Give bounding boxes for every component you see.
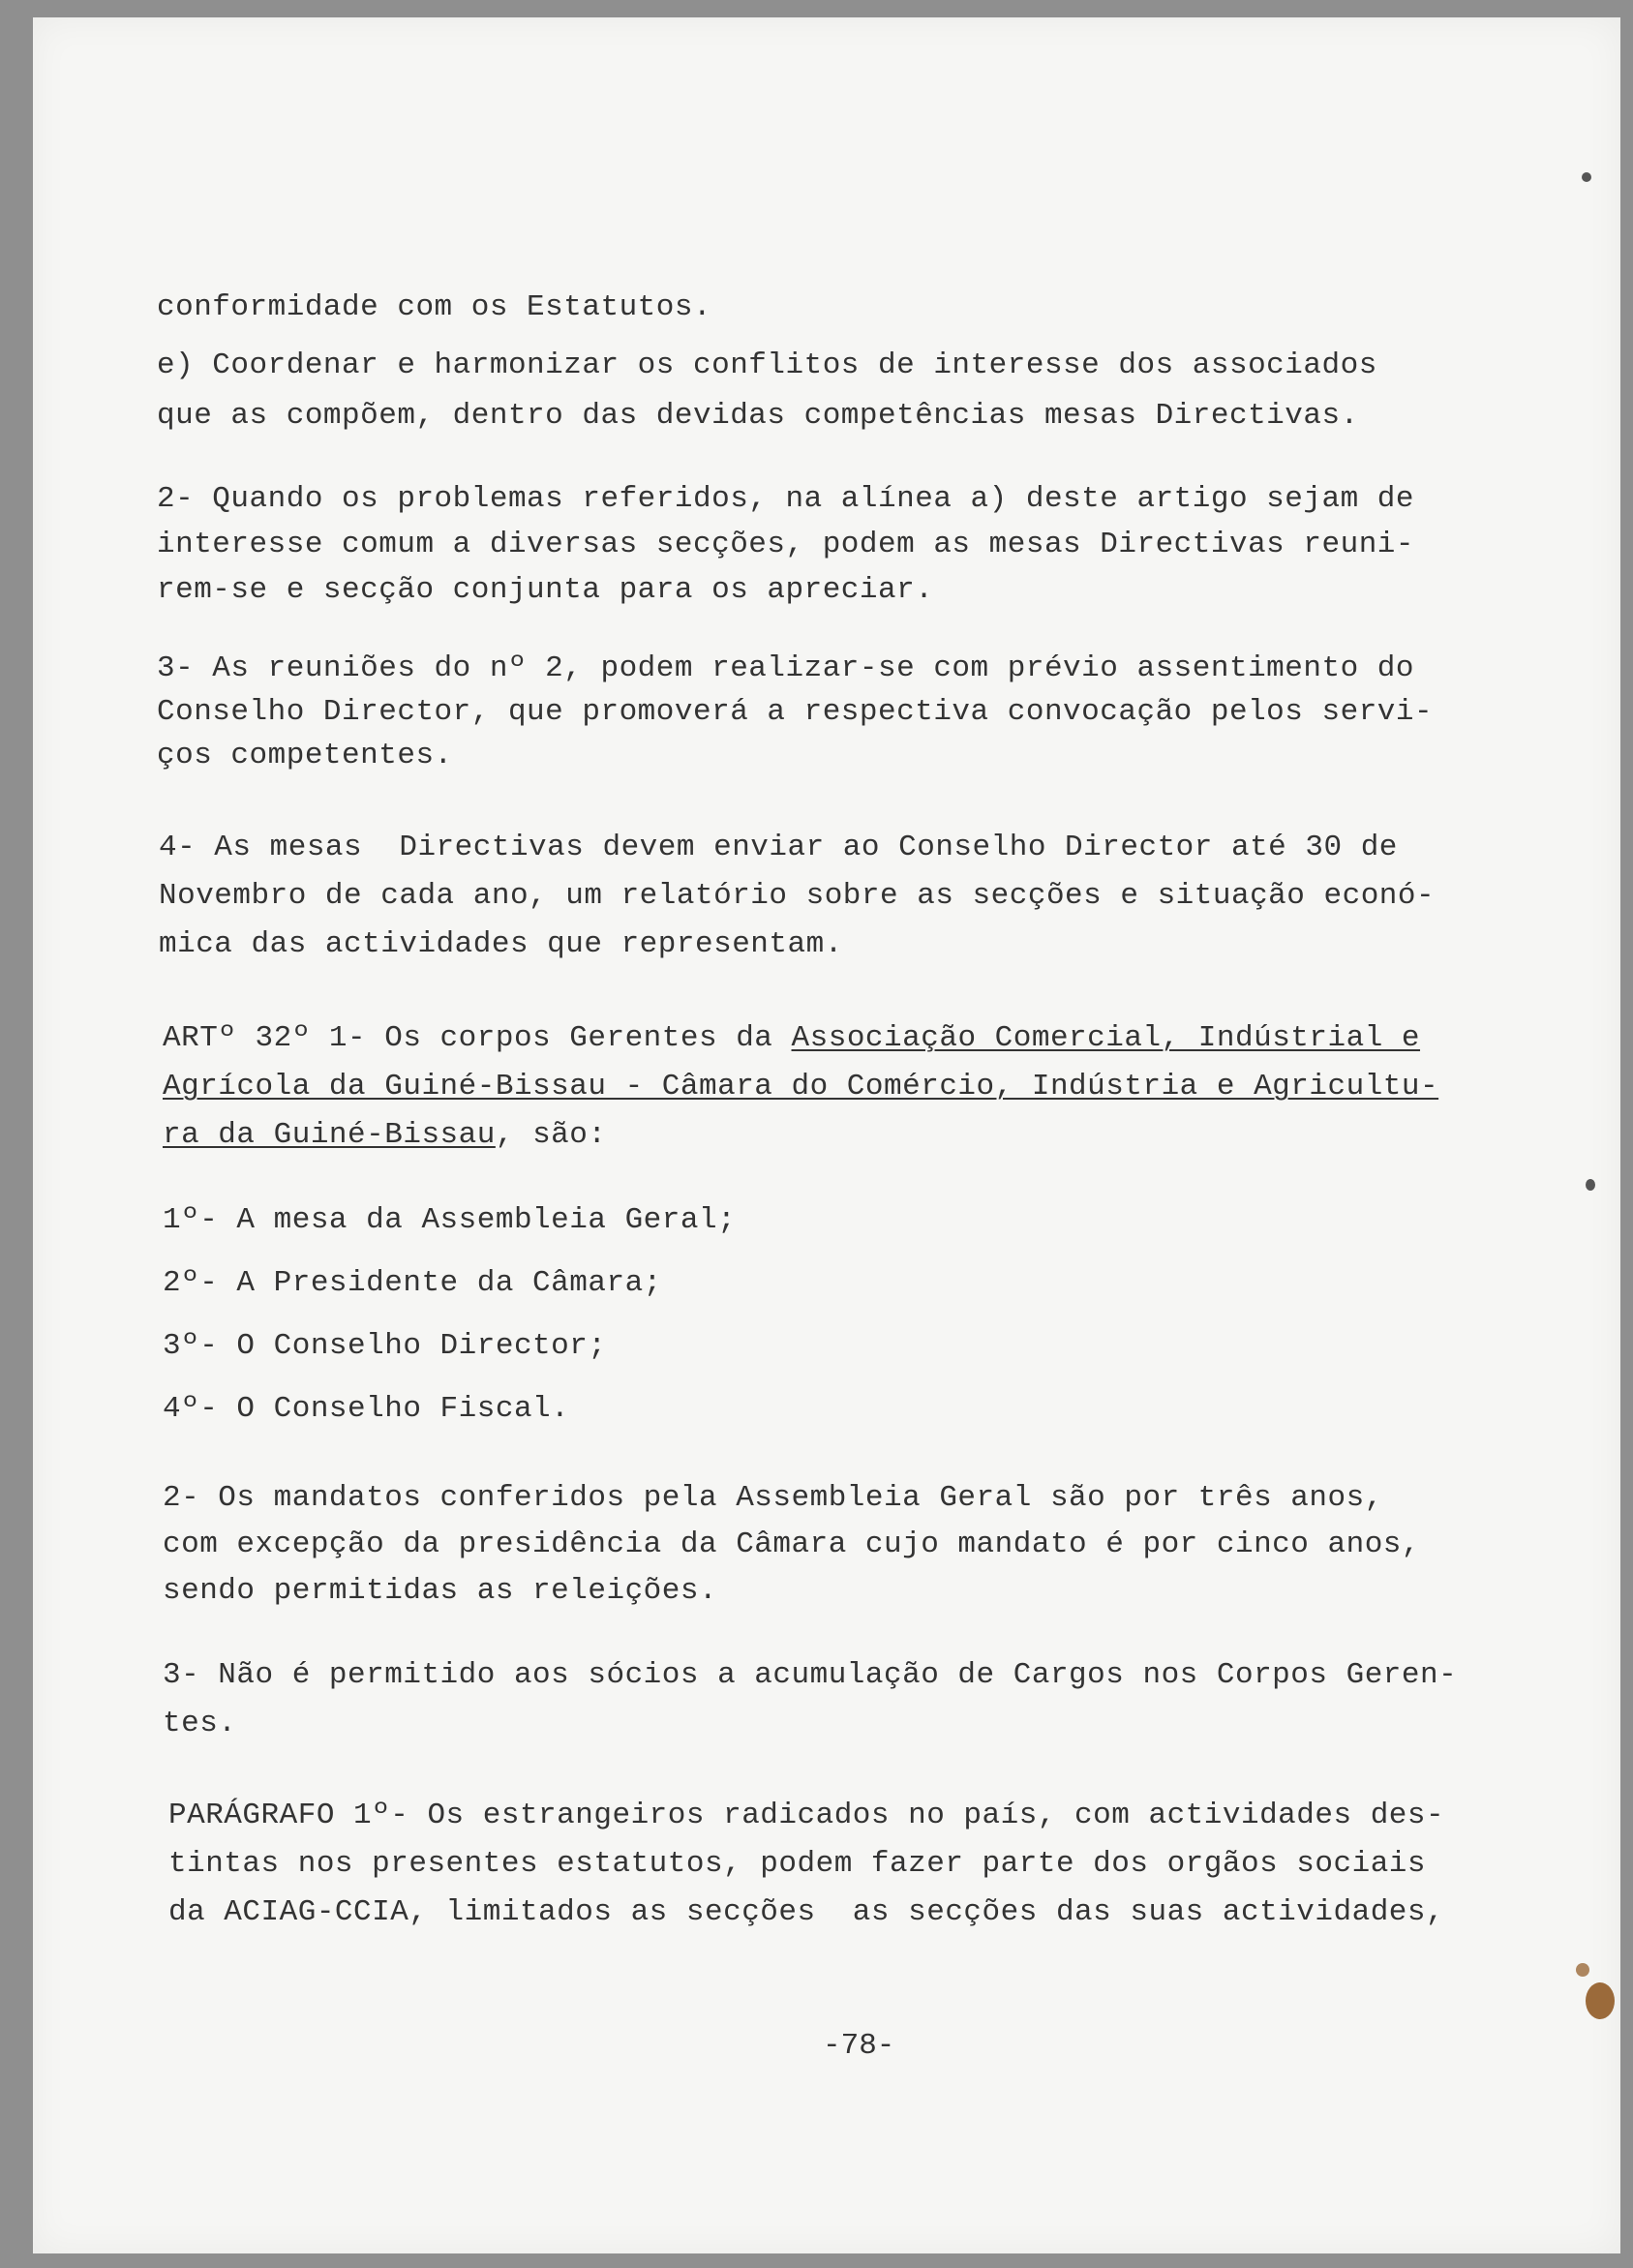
text-line: 3- As reuniões do nº 2, podem realizar-se com prévio assentimento do — [157, 651, 1415, 685]
stain-mark — [1586, 1982, 1615, 2019]
list-item: 1º- A mesa da Assembleia Geral; — [163, 1203, 737, 1237]
page-number: -78- — [823, 2029, 895, 2063]
text-line: Novembro de cada ano, um relatório sobre as secções e situação econó- — [159, 879, 1436, 913]
text-line: PARÁGRAFO 1º- Os estrangeiros radicados no país, com actividades des- — [168, 1799, 1445, 1832]
organization-name: Associação Comercial, Indústrial e — [791, 1021, 1421, 1055]
text-line: tes. — [163, 1707, 237, 1740]
text-line: 3- Não é permitido aos sócios a acumulação de Cargos nos Corpos Geren- — [163, 1658, 1458, 1692]
text-line: da ACIAG-CCIA, limitados as secções as secções das suas actividades, — [168, 1895, 1445, 1929]
article-heading-line — [163, 1118, 606, 1152]
text-line: mica das actividades que representam. — [159, 927, 843, 961]
list-item: 3º- O Conselho Director; — [163, 1329, 607, 1363]
article-heading-line — [163, 1021, 1420, 1055]
text-line: tintas nos presentes estatutos, podem fazer parte dos orgãos sociais — [168, 1847, 1427, 1881]
organization-name-end: ra da Guiné-Bissau — [163, 1118, 496, 1152]
organization-name-continued: Agrícola da Guiné-Bissau - Câmara do Comércio, Indústria e Agricultu- — [163, 1070, 1439, 1104]
text-line: conformidade com os Estatutos. — [157, 290, 712, 324]
text-line: que as compõem, dentro das devidas competências mesas Directivas. — [157, 399, 1359, 433]
text-line: ços competentes. — [157, 739, 453, 772]
speck-mark — [1582, 172, 1591, 182]
text-line: sendo permitidas as releições. — [163, 1574, 718, 1608]
text-line: com excepção da presidência da Câmara cujo mandato é por cinco anos, — [163, 1527, 1421, 1561]
article-suffix: , são: — [495, 1118, 607, 1152]
list-item: 4º- O Conselho Fiscal. — [163, 1392, 570, 1426]
text-line: 2- Quando os problemas referidos, na alínea a) deste artigo sejam de — [157, 482, 1415, 516]
text-line: 4- As mesas Directivas devem enviar ao Conselho Director até 30 de — [159, 831, 1398, 864]
text-line: 2- Os mandatos conferidos pela Assembleia Geral são por três anos, — [163, 1481, 1383, 1515]
article-prefix: ARTº 32º 1- Os corpos Gerentes da — [163, 1021, 792, 1055]
text-line: interesse comum a diversas secções, podem as mesas Directivas reuni- — [157, 528, 1415, 561]
speck-mark — [1586, 1179, 1595, 1191]
stain-mark — [1576, 1963, 1589, 1977]
text-line: e) Coordenar e harmonizar os conflitos de interesse dos associados — [157, 348, 1377, 382]
text-line: rem-se e secção conjunta para os apreciar. — [157, 573, 934, 607]
list-item: 2º- A Presidente da Câmara; — [163, 1266, 662, 1300]
text-line: Conselho Director, que promoverá a respectiva convocação pelos servi- — [157, 695, 1434, 729]
document-page — [33, 17, 1620, 2253]
